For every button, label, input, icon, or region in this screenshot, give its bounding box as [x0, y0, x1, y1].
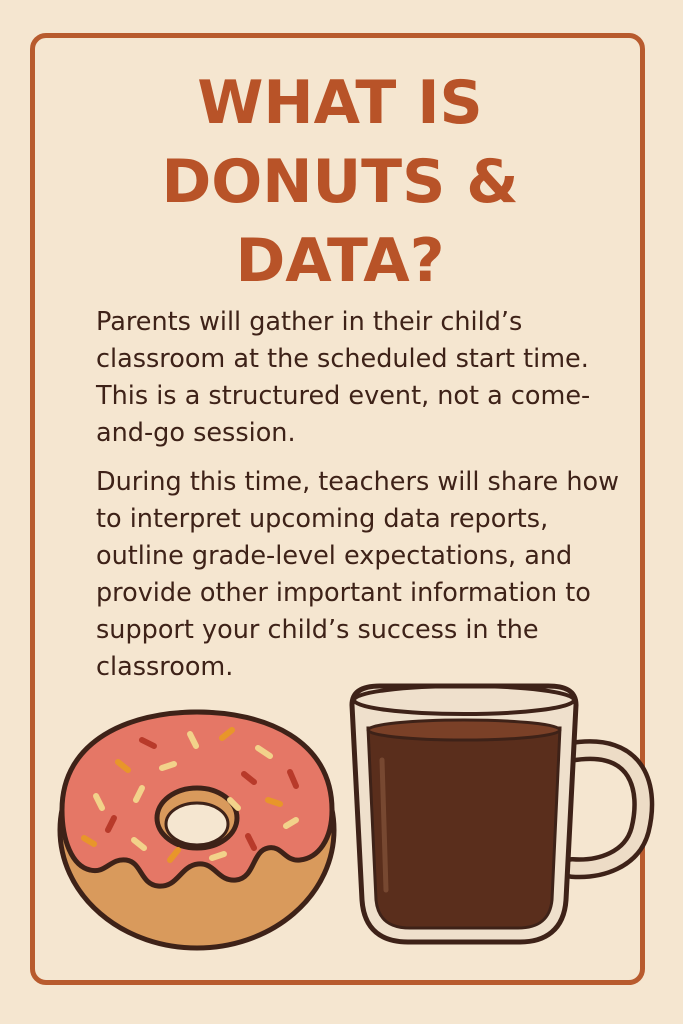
intro-paragraph: Parents will gather in their child’s classroom at the scheduled start time. This is a structured event, not a come-and-go session. — [96, 307, 591, 448]
coffee-mug-icon — [352, 686, 643, 942]
title-line-3: DATA? — [235, 226, 445, 296]
details-paragraph: During this time, teachers will share how to interpret upcoming data reports, outline grade-level expectations, and provide other important information to support your child’s success in the classroom. — [96, 467, 619, 682]
title-line-1: WHAT IS — [197, 68, 483, 138]
title-line-2: DONUTS & — [161, 147, 519, 217]
donut-icon — [60, 712, 334, 948]
